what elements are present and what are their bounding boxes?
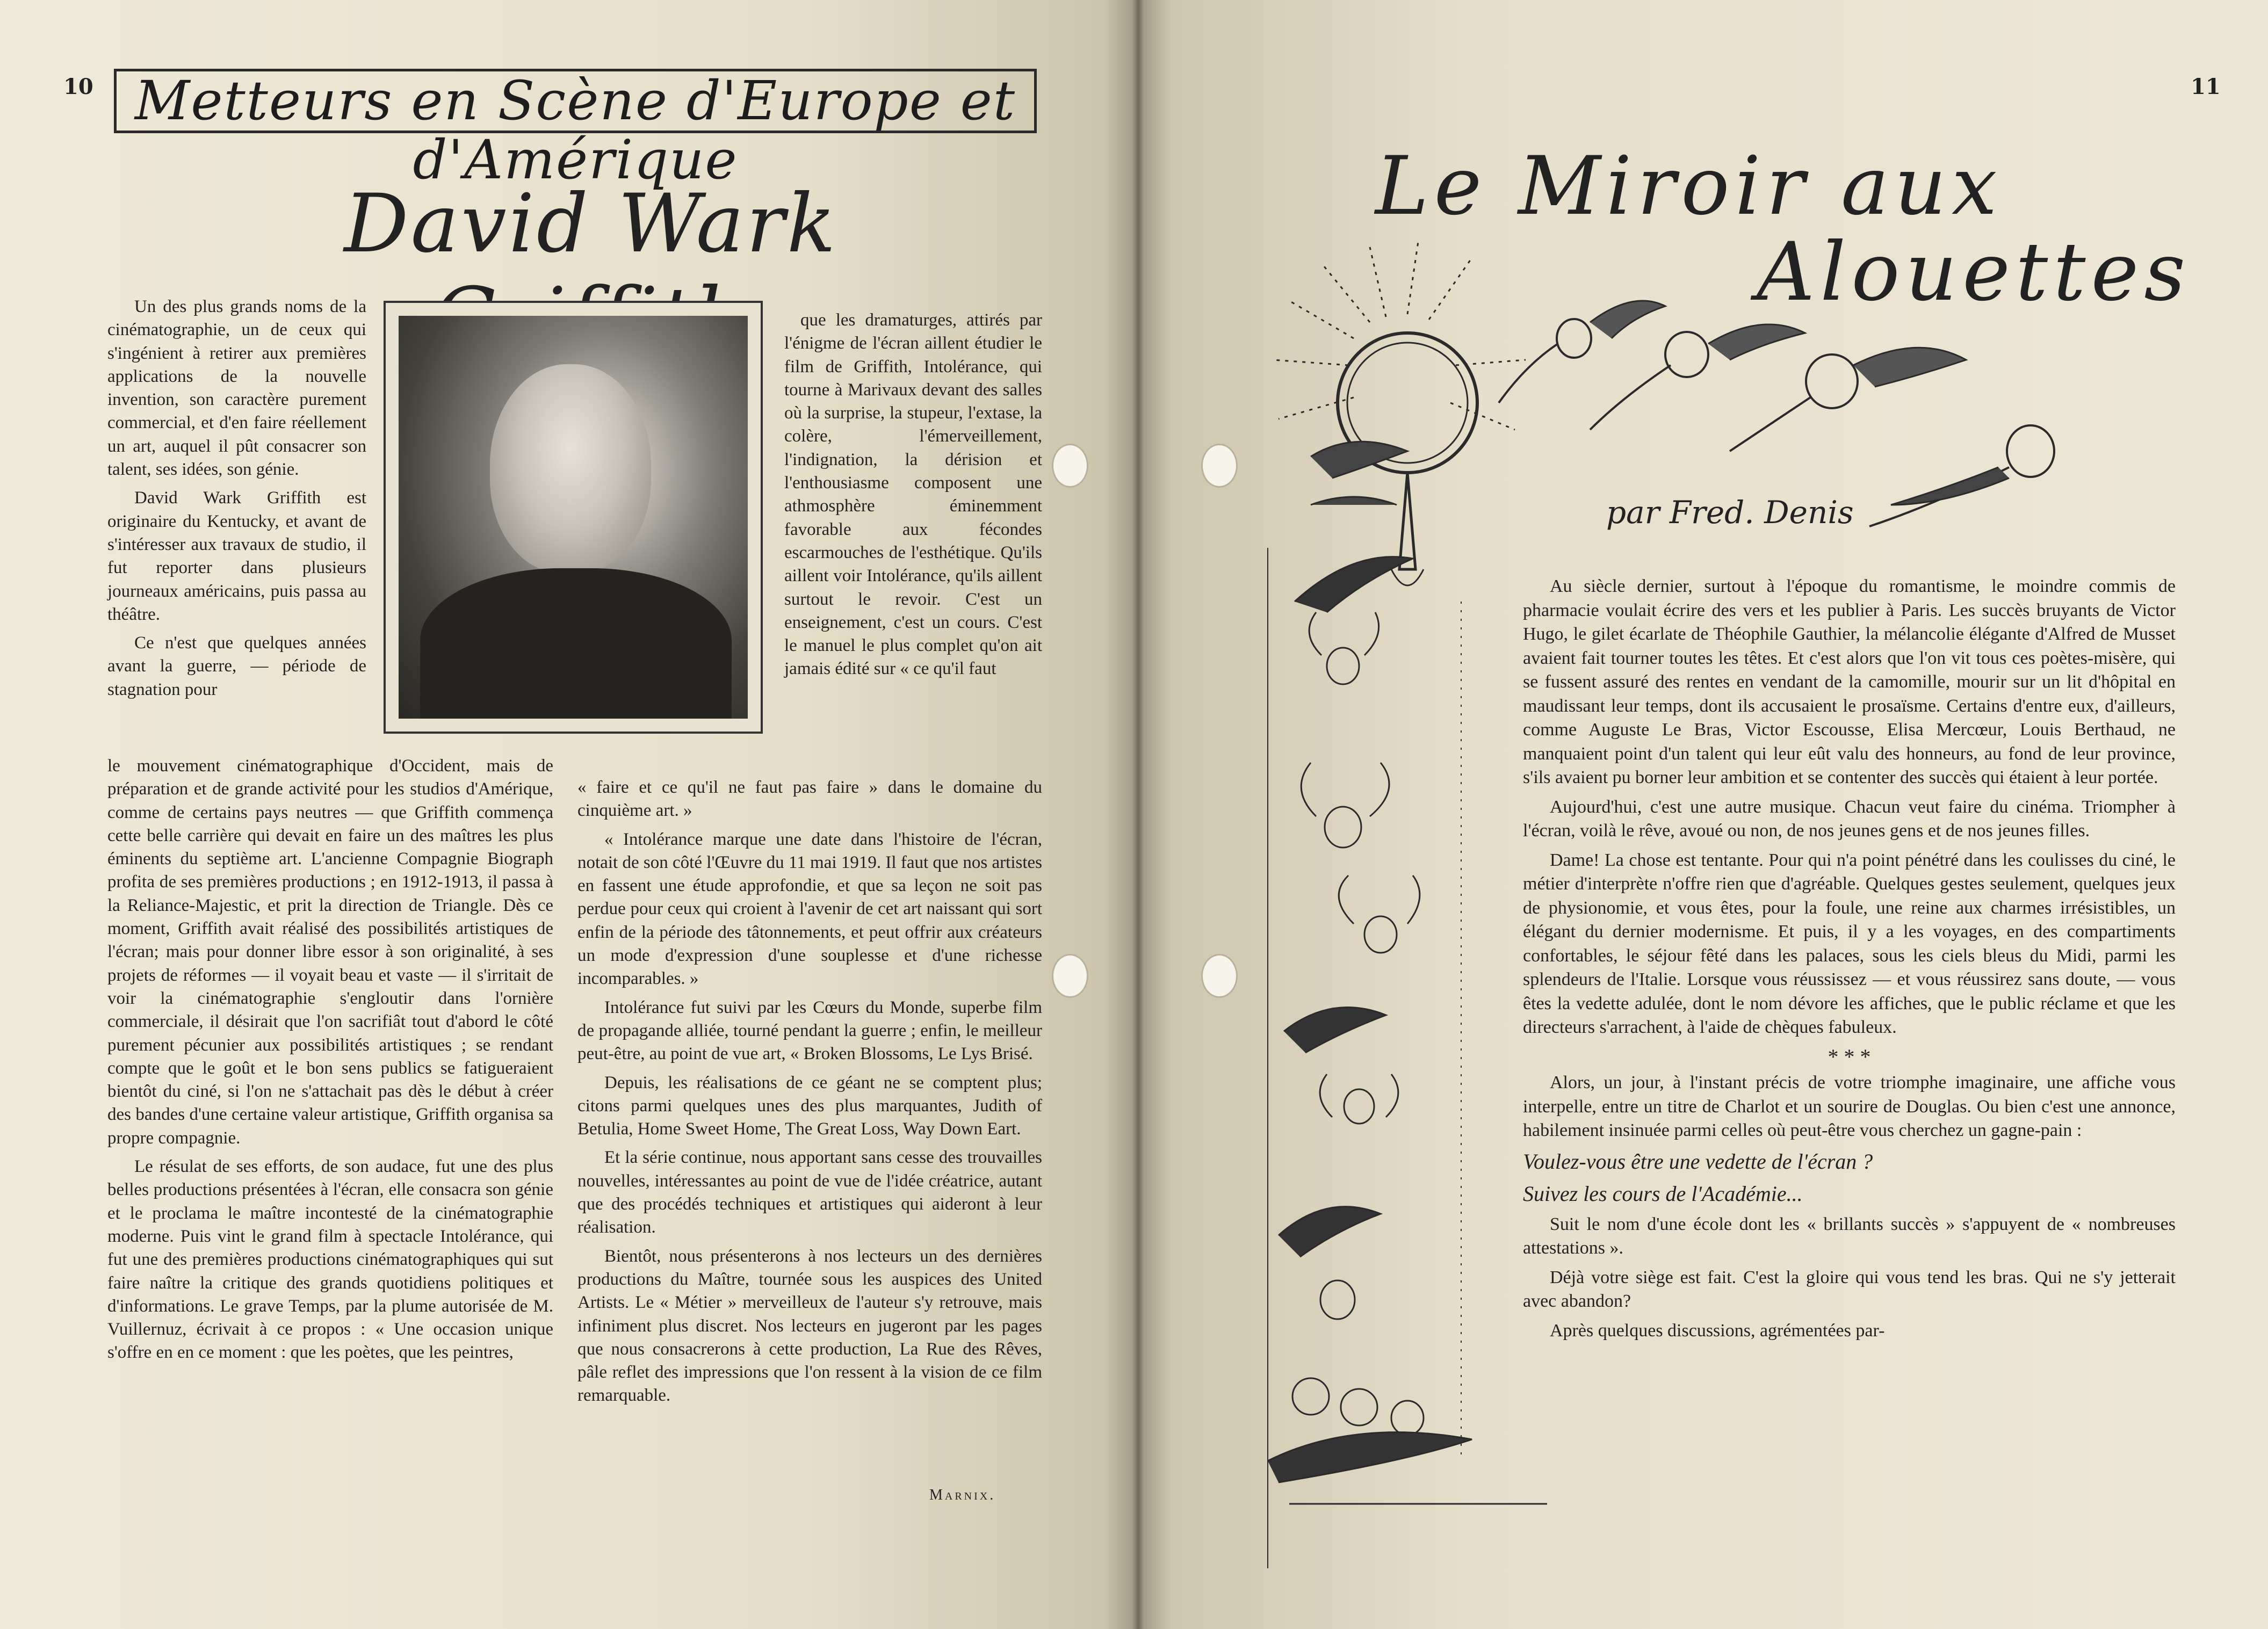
- paragraph: le mouvement cinématographique d'Occident, mais de préparation et de grande activité pour les studios d'Amérique, comme de certains pays neutres — que Griffith commença cette belle carrière qui devait en faire un des maîtres les plus éminents du septième art. L'ancienne Compagnie Biograph profita de ses premières productions ; en 1912-1913, il passa à la Reliance-Majestic, et prit la direction de Triangle. Dès ce moment, Griffith avait réalisé des possibilités artistiques de l'écran; mais pour donner libre essor à son originalité, à ses projets de réformes — il voyait beau et vaste — il s'irritait de voir la cinématographie s'engloutir dans l'ornière commerciale, il désirait que l'on sacrifiât tout d'abord le côté purement pécunier aux possibilités artistiques ; se rendant compte que le goût et le bon sens publics se fatigueraient bientôt du ciné, si l'on ne s'attachait pas dès le début à créer des bandes d'une certaine valeur artistique, Griffith organisa sa propre compagnie.: [107, 756, 553, 1148]
- portrait-head: [490, 364, 651, 574]
- falling-cherubs-icon: [1268, 548, 1547, 1568]
- paragraph: Et la série continue, nous apportant sans cesse des trouvailles nouvelles, intéressantes au point de vue de l'idée créatrice, autant que des procédés techniques et artistiques qui aideront à leur réalisation.: [577, 1148, 1042, 1237]
- binder-hole: [1201, 444, 1238, 488]
- right-article-body: [1523, 575, 2176, 1348]
- paragraph: Intolérance fut suivi par les Cœurs du Monde, superbe film de propagande alliée, tourné pendant la guerre ; enfin, le meilleur peut-être, au point de vue art, « Broken Blossoms, Le Lys Brisé.: [577, 997, 1042, 1064]
- paragraph: Alors, un jour, à l'instant précis de votre triomphe imaginaire, une affiche vous interpelle, entre un titre de Charlot et un sourire de Douglas. Ou bien c'est une annonce, habilement insinuée parmi celles où peut-être vous cherchez un gagne-pain :: [1523, 1073, 2176, 1140]
- left-col1-bottom: [107, 755, 553, 1370]
- section-title: Metteurs en Scène d'Europe et d'Amérique: [114, 69, 1037, 133]
- paragraph: Ce n'est que quelques années avant la guerre, — période de stagnation pour: [107, 633, 366, 699]
- paragraph: « Intolérance marque une date dans l'histoire de l'écran, notait de son côté l'Œuvre du 11 mai 1919. Il faut que nos artistes en fassent une étude approfondie, et que sa leçon ne soit pas perdue pour ceux qui croient à l'avenir de cet art naissant qui sort enfin de la période des tâtonnements, et peut offrir aux créateurs un mode d'expression d'une souplesse et d'une richesse incomparables. »: [577, 829, 1042, 989]
- paragraph: Au siècle dernier, surtout à l'époque du romantisme, le moindre commis de pharmacie voulait écrire des vers et les publier à Paris. Les succès bruyants de Victor Hugo, le gilet écarlate de Théophile Gauthier, la mélancolie élégante d'Alfred de Musset avaient fait tourner toutes les têtes. Et c'est alors que l'on vit tous ces poètes-misère, qui se fussent assuré des rentes en vendant de la camomille, mourir sur un lit d'hôpital en maudissant leur temps, dont ils accusaient le prosaïsme. Certains d'entre eux, d'ailleurs, comme Auguste Le Bras, Victor Escousse, Elisa Mercœur, Louis Berthaud, ne manquaient point d'un talent qui leur eût valu des honneurs, au fond de leur province, s'ils avaient pu borner leur ambition et se contenter des succès qui étaient à leur portée.: [1523, 576, 2176, 787]
- page-number-left: 10: [63, 74, 93, 99]
- paragraph: Dame! La chose est tentante. Pour qui n'a point pénétré dans les coulisses du ciné, le métier d'interprète n'offre rien que d'agréable. Quelques gestes seulement, quelques jeux de physionomie, et vous êtes, pour la foule, une reine aux charmes irrésistibles, un élégant du dernier modernisme. Et puis, il y a les voyages, en des compartiments confortables, le séjour fêté dans les palaces, sous les ciels bleus du Midi, parmi les splendeurs de l'Italie. Lorsque vous réussissez — et vous réussirez sans doute, — vous êtes la vedette adulée, dont le nom dévore les affiches, que le public réclame et que les directeurs s'arrachent, à l'aide de chèques fabuleux.: [1523, 850, 2176, 1037]
- ad-pitch-line1: Voulez-vous être une vedette de l'écran ?: [1523, 1149, 1873, 1174]
- paragraph: Un des plus grands noms de la cinématographie, un de ceux qui s'ingénient à retirer aux premières applications de la nouvelle invention, son caractère purement commercial, et d'en faire réellement un art, auquel il pût consacrer son talent, ses idées, son génie.: [107, 297, 366, 480]
- binder-hole: [1201, 954, 1238, 998]
- left-col2-bottom: [577, 776, 1042, 1413]
- paragraph: Le résulat de ses efforts, de son audace, fut une des plus belles productions présentées à l'écran, elle consacra son génie et le proclama le maître incontesté de la cinématographie moderne. Puis vint le grand film à spectacle Intolérance, qui fut une des premières productions cinématographiques qui sut faire naître la critique des grands quotidiens politiques et d'informations. Le grave Temps, par la plume autorisée de M. Vuillernuz, écrivait à ce propos : « Une occasion unique s'offre en en ce moment : que les poètes, que les peintres,: [107, 1157, 553, 1363]
- paragraph: Depuis, les réalisations de ce géant ne se comptent plus; citons parmi quelques unes des plus marquantes, Judith of Betulia, Home Sweet Home, The Great Loss, Way Down Eart.: [577, 1073, 1042, 1139]
- paragraph: que les dramaturges, attirés par l'énigme de l'écran aillent étudier le film de Griffith, Intolérance, qui tourne à Marivaux devant des salles où la surprise, la stupeur, l'extase, la colère, l'émerveillement, l'indignation, la dérision et l'enthousiasme composent une athmosphère éminemment favorable aux fécondes escarmouches de l'esthétique. Qu'ils aillent voir Intolérance, qu'ils aillent surtout le revoir. C'est un enseignement, c'est un cours. C'est le manuel le plus complet qu'on ait jamais édité sur « ce qu'il faut: [784, 310, 1042, 679]
- page-number-right: 11: [2191, 74, 2221, 99]
- paragraph: David Wark Griffith est originaire du Kentucky, et avant de s'intéresser aux travaux de studio, il fut reporter dans plusieurs journeaux américains, puis passa au théâtre.: [107, 488, 366, 624]
- cherub-flying-icon: [1590, 324, 1805, 430]
- ad-pitch-line2: Suivez les cours de l'Académie...: [1523, 1181, 1803, 1206]
- paragraph: Bientôt, nous présenterons à nos lecteurs un des dernières productions du Maître, tournée sous les auspices des United Artists. Le « Métier » merveilleux de l'auteur s'y retrouve, mais infiniment plus discret. Nos lecteurs en jugeront par les pages que nous consacrerons à cette production, La Rue des Rêves, pâle reflet des impressions que l'on ressent à la vision de ce film remarquable.: [577, 1246, 1042, 1406]
- author-signature: Marnix.: [929, 1487, 996, 1503]
- section-separator-stars: * * *: [1828, 1044, 1871, 1069]
- paragraph: Aujourd'hui, c'est une autre musique. Chacun veut faire du cinéma. Triompher à l'écran, voilà le rêve, avoué ou non, de nos jeunes gens et de nos jeunes filles.: [1523, 797, 2176, 841]
- paragraph: Après quelques discussions, agrémentées par-: [1550, 1320, 1885, 1341]
- article-byline: par Fred. Denis: [1606, 494, 1854, 531]
- portrait-coat: [420, 568, 732, 719]
- paragraph: Suit le nom d'une école dont les « brillants succès » s'appuyent de « nombreuses attestations ».: [1523, 1214, 2176, 1258]
- cherub-flying-icon: [1869, 425, 2054, 526]
- left-col2-top: [784, 309, 1042, 686]
- portrait-image: [399, 316, 748, 719]
- binder-hole: [1052, 954, 1088, 998]
- paragraph: « faire et ce qu'il ne faut pas faire » dans le domaine du cinquième art. »: [577, 778, 1042, 821]
- article-headline: David Wark: [344, 177, 838, 271]
- binding-gutter: [1132, 0, 1144, 1629]
- sun-rays-icon: [1273, 242, 1526, 430]
- paragraph: Déjà votre siège est fait. C'est la gloire qui vous tend les bras. Qui ne s'y jetterait avec abandon?: [1523, 1267, 2176, 1311]
- binder-hole: [1052, 444, 1088, 488]
- cherub-flying-icon: [1730, 347, 1966, 451]
- article-title-line2: Alouettes: [1757, 226, 2191, 319]
- cherub-flying-icon: [1311, 441, 1407, 505]
- portrait-photo: [384, 301, 763, 734]
- left-col1-top: [107, 295, 366, 707]
- article-title-line1: Le Miroir aux: [1375, 140, 2003, 233]
